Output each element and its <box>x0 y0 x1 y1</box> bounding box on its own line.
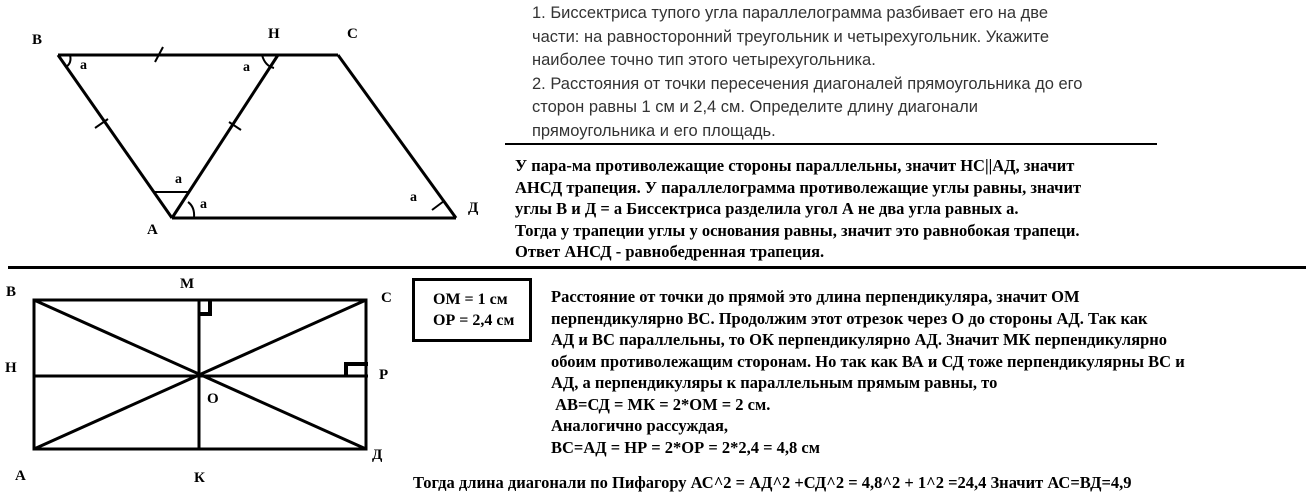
given-box <box>412 278 532 342</box>
solution-line: углы В и Д = а Биссектриса разделила угол А не два угла равных а. <box>515 199 1019 218</box>
angle-label: а <box>410 190 417 205</box>
label-m: М <box>180 276 195 292</box>
label-b: В <box>32 32 43 48</box>
solution-line: У пара-ма противолежащие стороны параллельны, значит НС||АД, значит <box>515 156 1075 175</box>
problem-line: 1. Биссектриса тупого угла параллелограмма разбивает его на две <box>532 4 1048 22</box>
solution-line: АНСД трапеция. У параллелограмма противолежащие углы равны, значит <box>515 177 1082 197</box>
label-o: О <box>207 391 219 407</box>
angle-label: а <box>175 172 182 187</box>
solution-line: ВС=АД = НР = 2*ОР = 2*2,4 = 4,8 см <box>551 437 820 457</box>
conclusion: Тогда длина диагонали по Пифагору АС^2 = АД^2 +СД^2 = 4,8^2 + 1^2 =24,4 Значит АС=ВД=4,9 <box>413 473 1132 492</box>
solution-line: перпендикулярно ВС. Продолжим этот отрезок через О до стороны АД. Так как <box>551 308 1148 328</box>
angle-label: а <box>243 60 250 75</box>
solution-line: Расстояние от точки до прямой это длина перпендикуляра, значит ОМ <box>551 287 1080 306</box>
label-d: Д <box>468 200 479 216</box>
problem-line: 2. Расстояния от точки пересечения диагоналей прямоугольника до его <box>532 74 1083 93</box>
solution-line: АВ=СД = МК = 2*ОМ = 2 см. <box>551 394 771 414</box>
solution-line: Тогда у трапеции углы у основания равны, значит это равнобокая трапеци. <box>515 220 1080 240</box>
solution-line: обоим противолежащим сторонам. Но так как ВА и СД тоже перпендикулярны ВС и <box>551 351 1185 371</box>
angle-label: а <box>200 197 207 212</box>
label-h2: Н <box>5 360 17 376</box>
label-h: Н <box>268 26 280 42</box>
label-b2: В <box>6 284 17 300</box>
given-om: ОМ = 1 см <box>433 291 508 308</box>
label-a: А <box>147 222 158 238</box>
solution-line: Ответ АНСД - равнобедренная трапеция. <box>515 242 825 261</box>
label-c: С <box>347 26 358 42</box>
label-d2: Д <box>372 447 383 463</box>
label-a2: А <box>15 468 26 484</box>
label-c2: С <box>381 290 392 306</box>
problem-line: прямоугольника и его площадь. <box>532 121 776 140</box>
right-angle-m <box>199 300 210 314</box>
angle-label: а <box>80 58 87 73</box>
solution-line: АД, а перпендикуляры к параллельным прямым равны, то <box>551 373 998 392</box>
solution-line: Аналогично рассуждая, <box>551 416 729 435</box>
solution-2 <box>551 286 1185 458</box>
problem-line: наиболее точно тип этого четырехугольника. <box>532 51 876 69</box>
solution-line: АД и ВС параллельны, то ОК перпендикулярно АД. Значит МК перпендикулярно <box>551 330 1168 349</box>
problem-line: сторон равны 1 см и 2,4 см. Определите длину диагонали <box>532 98 978 116</box>
problem-line: части: на равносторонний треугольник и четырехугольник. Укажите <box>532 27 1050 46</box>
label-k: К <box>194 470 205 486</box>
given-op: ОР = 2,4 см <box>433 312 515 329</box>
label-p: Р <box>379 367 389 383</box>
